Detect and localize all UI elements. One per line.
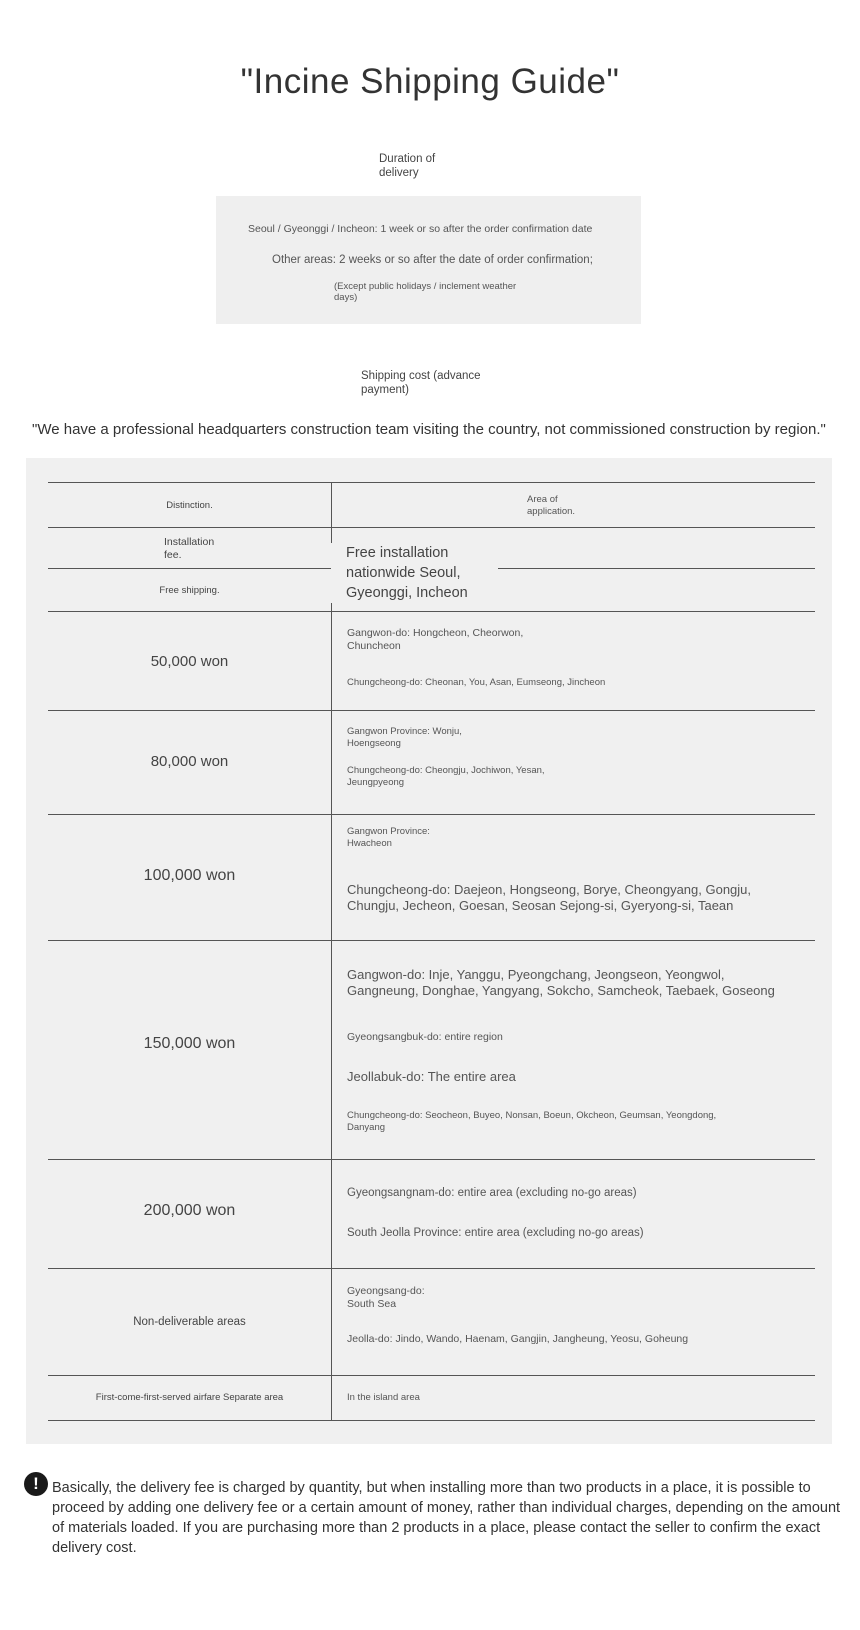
table-rule	[48, 1268, 815, 1269]
installation-fee-label: Installation fee.	[164, 536, 215, 561]
duration-info-box	[216, 196, 641, 324]
shipping-cost-table	[26, 458, 832, 1444]
table-rule	[48, 527, 815, 528]
price-100000: 100,000 won	[143, 867, 236, 884]
notice-text: Basically, the delivery fee is charged by quantity, but when installing more than two products in a place, it is possible to proceed by adding one delivery fee or a certain amount of money, rather than individual charges, depending on the amount of materials loaded. If you are purchasing more than 2 products in a place, please contact the seller to confirm the exact delivery cost.	[52, 1480, 841, 1556]
table-column-divider	[331, 482, 332, 1420]
area-list-item: Gyeongsang-do: South Sea	[347, 1285, 425, 1310]
area-list-item: Chungcheong-do: Seocheon, Buyeo, Nonsan, Boeun, Okcheon, Geumsan, Yeongdong, Danyang	[347, 1110, 717, 1133]
table-rule	[48, 1420, 815, 1421]
area-list-item: Gangwon-do: Hongcheon, Cheorwon, Chuncheon	[347, 627, 524, 652]
header-distinction: Distinction.	[166, 500, 213, 511]
table-rule	[48, 482, 815, 483]
area-list-item: Gangwon Province: Hwacheon	[347, 826, 430, 849]
free-shipping-label: Free shipping.	[159, 585, 220, 596]
header-area: Area of application.	[527, 494, 576, 517]
area-list-item: Chungcheong-do: Daejeon, Hongseong, Borye, Cheongyang, Gongju, Chungju, Jecheon, Goesan, Seosan Sejong-si, Gyeryong-si, Taean	[347, 882, 752, 913]
area-list-item: Chungcheong-do: Cheonan, You, Asan, Eumseong, Jincheon	[347, 677, 606, 688]
area-list-item: Gangwon Province: Wonju, Hoengseong	[347, 726, 462, 749]
free-installation-areas: Free installation nationwide Seoul, Gyeonggi, Incheon	[331, 543, 498, 603]
area-list-item: Jeolla-do: Jindo, Wando, Haenam, Gangjin, Jangheung, Yeosu, Goheung	[347, 1333, 689, 1345]
exclamation-circle-icon: !	[24, 1472, 48, 1496]
construction-team-note: "We have a professional headquarters construction team visiting the country, not commissioned construction by region."	[32, 421, 826, 438]
area-list-item: Chungcheong-do: Cheongju, Jochiwon, Yesan, Jeungpyeong	[347, 765, 545, 788]
duration-capital-area: Seoul / Gyeonggi / Incheon: 1 week or so after the order confirmation date	[248, 223, 593, 235]
area-list-item: Gyeongsangnam-do: entire area (excluding no-go areas)	[347, 1187, 637, 1199]
table-rule	[48, 1159, 815, 1160]
airfare-separate-label: First-come-first-served airfare Separate area	[95, 1392, 284, 1403]
price-150000: 150,000 won	[143, 1035, 236, 1052]
duration-heading: Duration of delivery	[379, 153, 436, 179]
table-rule	[48, 1375, 815, 1376]
price-200000: 200,000 won	[143, 1202, 236, 1219]
area-list-item: In the island area	[347, 1392, 420, 1403]
area-list-item: South Jeolla Province: entire area (excluding no-go areas)	[347, 1227, 644, 1239]
shipping-cost-heading: Shipping cost (advance payment)	[361, 370, 481, 396]
duration-exceptions: (Except public holidays / inclement weather days)	[334, 281, 517, 303]
price-50000: 50,000 won	[150, 653, 229, 670]
table-rule	[48, 814, 815, 815]
duration-other-areas: Other areas: 2 weeks or so after the date of order confirmation;	[272, 254, 593, 266]
non-deliverable-label: Non-deliverable areas	[133, 1316, 246, 1328]
table-rule	[48, 940, 815, 941]
table-rule	[48, 710, 815, 711]
area-list-item: Jeollabuk-do: The entire area	[347, 1069, 516, 1084]
area-list-item: Gangwon-do: Inje, Yanggu, Pyeongchang, Jeongseon, Yeongwol, Gangneung, Donghae, Yangyang, Sokcho, Samcheok, Taebaek, Goseong	[347, 967, 775, 998]
table-rule	[48, 611, 815, 612]
page-title: "Incine Shipping Guide"	[240, 62, 620, 101]
area-list-item: Gyeongsangbuk-do: entire region	[347, 1031, 503, 1043]
price-80000: 80,000 won	[150, 753, 229, 770]
